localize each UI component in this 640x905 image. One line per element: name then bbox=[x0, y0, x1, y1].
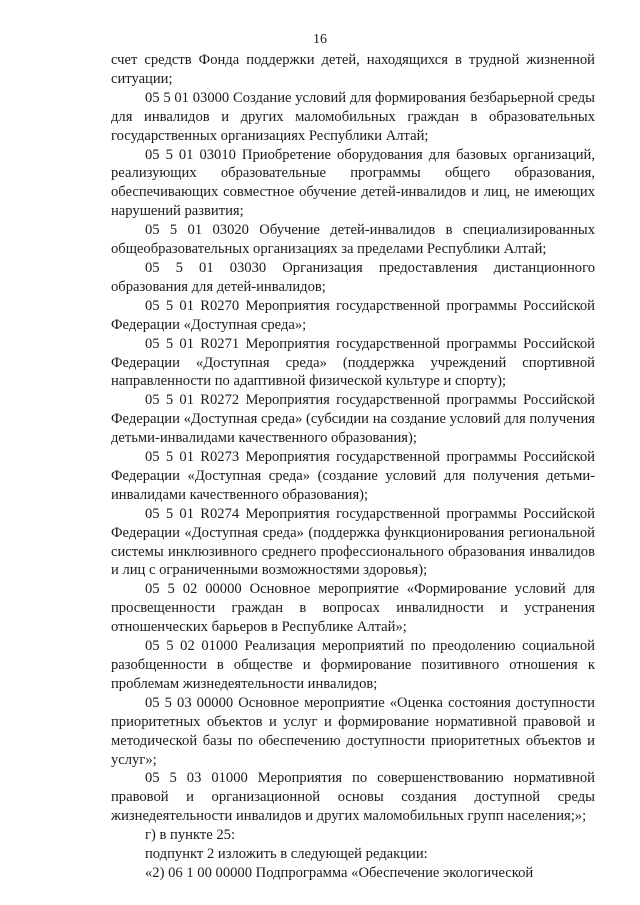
paragraph: 05 5 03 00000 Основное мероприятие «Оценка состояния доступности приоритетных объектов и услуг и формирование нормативной правовой и методической базы по обеспечению доступности приоритетных объектов и услуг»; bbox=[111, 694, 595, 768]
paragraph: подпункт 2 изложить в следующей редакции: bbox=[145, 846, 428, 863]
paragraph: 05 5 01 R0271 Мероприятия государственной программы Российской Федерации «Доступная среда» (поддержка учреждений спортивной направленности по адаптивной физической культуре и спорту); bbox=[111, 335, 595, 390]
paragraph: 05 5 01 03030 Организация предоставления дистанционного образования для детей-инвалидов; bbox=[111, 259, 595, 295]
paragraph: г) в пункте 25: bbox=[145, 827, 235, 844]
paragraph: 05 5 01 03020 Обучение детей-инвалидов в специализированных общеобразовательных организациях за пределами Республики Алтай; bbox=[111, 222, 595, 258]
paragraph: 05 5 02 00000 Основное мероприятие «Формирование условий для просвещенности граждан в вопросах инвалидности и устранения отношенческих барьеров в Республике Алтай»; bbox=[111, 581, 595, 636]
paragraph: 05 5 01 03000 Создание условий для формирования безбарьерной среды для инвалидов и других маломобильных граждан в образовательных государственных организациях Республики Алтай; bbox=[111, 89, 595, 144]
paragraph: 05 5 01 R0270 Мероприятия государственной программы Российской Федерации «Доступная среда»; bbox=[111, 297, 595, 333]
paragraph: счет средств Фонда поддержки детей, находящихся в трудной жизненной ситуации; bbox=[111, 52, 595, 87]
paragraph: 05 5 01 03010 Приобретение оборудования для базовых организаций, реализующих образовательные программы общего образования, обеспечивающих совместное обучение детей-инвалидов и лиц, не имеющих нарушений развития; bbox=[111, 146, 595, 220]
document-body bbox=[111, 51, 595, 883]
paragraph: «2) 06 1 00 00000 Подпрограмма «Обеспечение экологической bbox=[145, 864, 534, 881]
paragraph: 05 5 02 01000 Реализация мероприятий по преодолению социальной разобщенности в обществе и формирование позитивного отношения к проблемам жизнедеятельности инвалидов; bbox=[111, 638, 595, 692]
paragraph: 05 5 01 R0272 Мероприятия государственной программы Российской Федерации «Доступная среда» (субсидии на создание условий для получения детьми-инвалидами качественного образования); bbox=[111, 392, 595, 447]
paragraph: 05 5 01 R0274 Мероприятия государственной программы Российской Федерации «Доступная среда» (поддержка функционирования региональной системы инклюзивного среднего профессионального образования инвалидов и лиц с ограниченными возможностями здоровья); bbox=[111, 505, 595, 579]
paragraph: 05 5 01 R0273 Мероприятия государственной программы Российской Федерации «Доступная среда» (создание условий для получения детьми-инвалидами качественного образования); bbox=[111, 449, 595, 503]
page-number: 16 bbox=[313, 32, 327, 47]
paragraph: 05 5 03 01000 Мероприятия по совершенствованию нормативной правовой и организационной основы создания доступной среды жизнедеятельности инвалидов и других маломобильных групп населения;»; bbox=[111, 770, 595, 825]
